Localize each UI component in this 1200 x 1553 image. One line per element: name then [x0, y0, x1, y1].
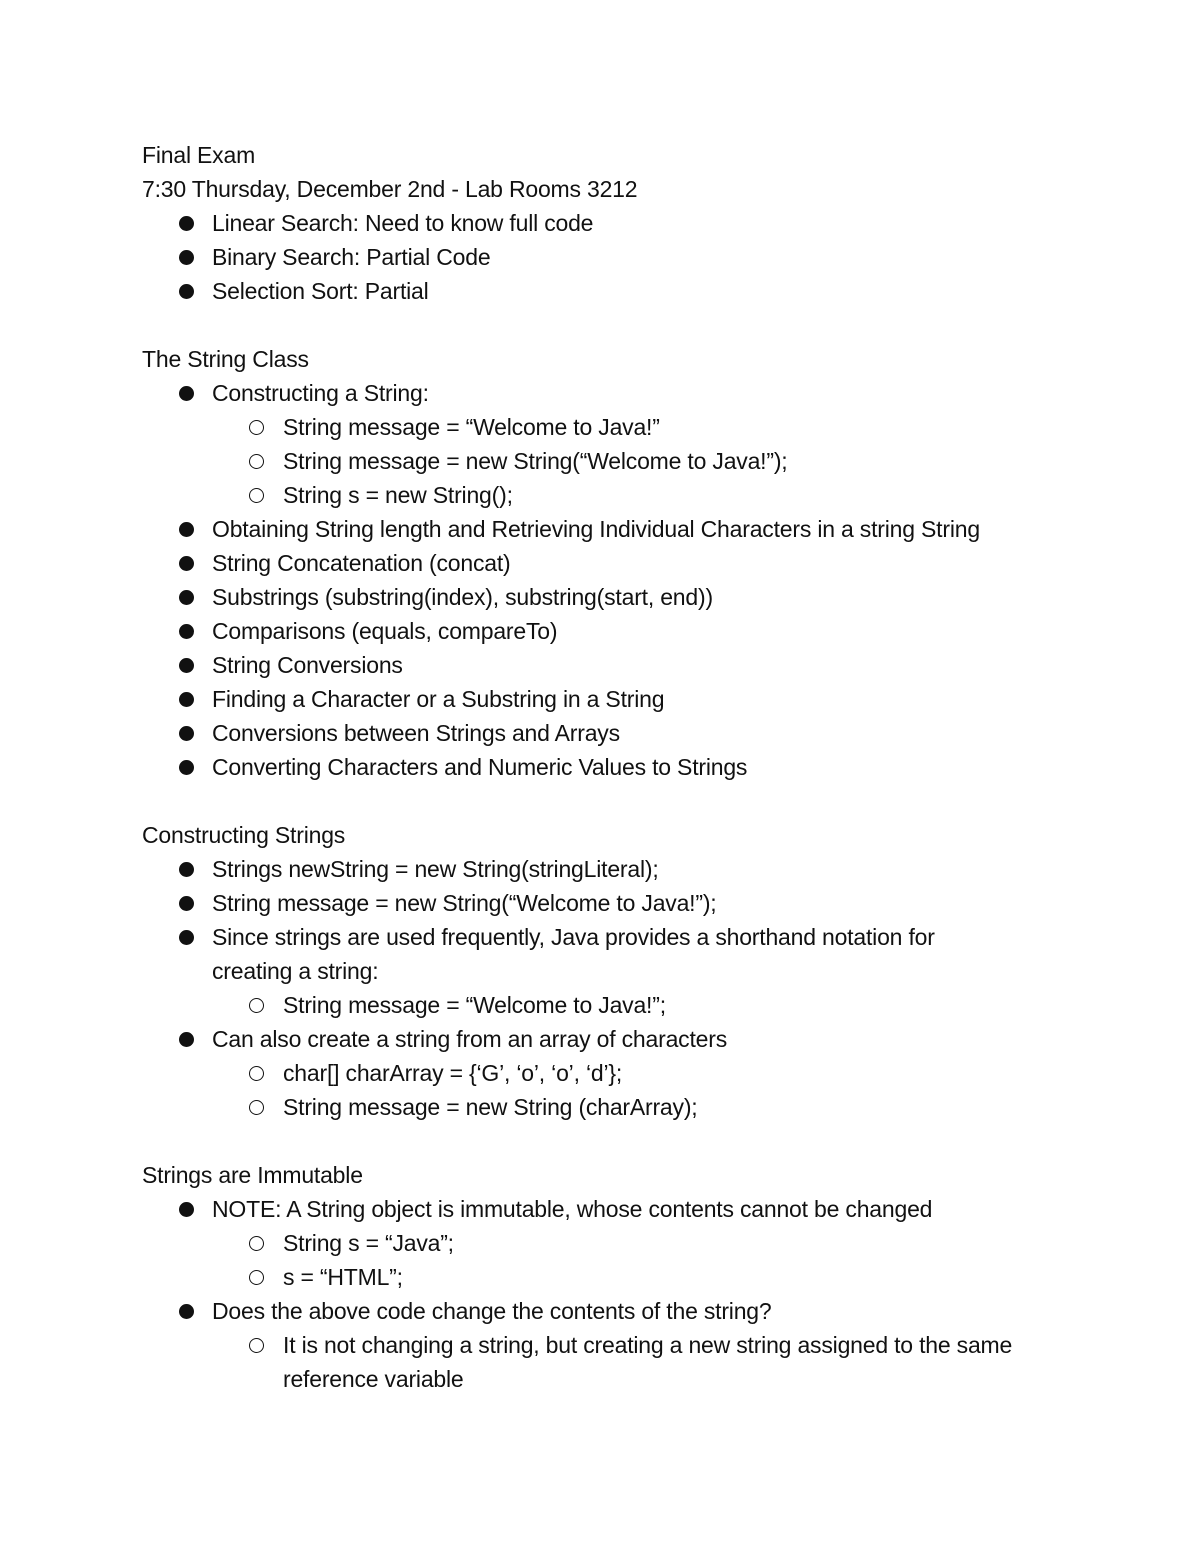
immutable-title: Strings are Immutable — [142, 1162, 363, 1188]
list-item: Since strings are used frequently, Java provides a shorthand notation for creating a string: — [142, 920, 1142, 988]
string-class-title: The String Class — [142, 346, 309, 372]
list-item: NOTE: A String object is immutable, whose contents cannot be changed — [142, 1192, 1142, 1226]
filled-bullet-icon — [179, 216, 194, 231]
hollow-bullet-icon — [249, 1100, 264, 1115]
hollow-bullet-icon — [249, 1338, 264, 1353]
sub-list-item: It is not changing a string, but creating a new string assigned to the same reference variable — [142, 1328, 1142, 1396]
sub-list-item: String message = new String (charArray); — [142, 1090, 1142, 1124]
sub-list-item: String s = “Java”; — [142, 1226, 1142, 1260]
section-gap — [142, 308, 1142, 342]
list-item: String Concatenation (concat) — [142, 546, 1142, 580]
list-item: Finding a Character or a Substring in a String — [142, 682, 1142, 716]
filled-bullet-icon — [179, 658, 194, 673]
filled-bullet-icon — [179, 386, 194, 401]
filled-bullet-icon — [179, 930, 194, 945]
list-item: String message = new String(“Welcome to Java!”); — [142, 886, 1142, 920]
list-item: Does the above code change the contents of the string? — [142, 1294, 1142, 1328]
final-exam-subtitle: 7:30 Thursday, December 2nd - Lab Rooms 3212 — [142, 176, 638, 202]
string-class-list — [142, 376, 1142, 784]
filled-bullet-icon — [179, 1304, 194, 1319]
filled-bullet-icon — [179, 896, 194, 911]
sub-list-item: char[] charArray = {‘G’, ‘o’, ‘o’, ‘d’}; — [142, 1056, 1142, 1090]
hollow-bullet-icon — [249, 1270, 264, 1285]
filled-bullet-icon — [179, 522, 194, 537]
list-item: Comparisons (equals, compareTo) — [142, 614, 1142, 648]
filled-bullet-icon — [179, 284, 194, 299]
filled-bullet-icon — [179, 590, 194, 605]
list-item: Obtaining String length and Retrieving Individual Characters in a string String — [142, 512, 1142, 546]
list-item: Conversions between Strings and Arrays — [142, 716, 1142, 750]
list-item: Linear Search: Need to know full code — [142, 206, 1142, 240]
list-item: Can also create a string from an array of characters — [142, 1022, 1142, 1056]
filled-bullet-icon — [179, 726, 194, 741]
list-item: Strings newString = new String(stringLiteral); — [142, 852, 1142, 886]
list-item: Binary Search: Partial Code — [142, 240, 1142, 274]
section-gap — [142, 784, 1142, 818]
sub-list-item: String message = “Welcome to Java!”; — [142, 988, 1142, 1022]
hollow-bullet-icon — [249, 420, 264, 435]
document-page — [142, 138, 1142, 1396]
filled-bullet-icon — [179, 1202, 194, 1217]
filled-bullet-icon — [179, 862, 194, 877]
list-item: Converting Characters and Numeric Values to Strings — [142, 750, 1142, 784]
constructing-strings-title: Constructing Strings — [142, 822, 346, 848]
list-item: Selection Sort: Partial — [142, 274, 1142, 308]
final-exam-list — [142, 206, 1142, 308]
immutable-list — [142, 1192, 1142, 1396]
list-item: Constructing a String: — [142, 376, 1142, 410]
filled-bullet-icon — [179, 1032, 194, 1047]
section-gap — [142, 1124, 1142, 1158]
hollow-bullet-icon — [249, 454, 264, 469]
hollow-bullet-icon — [249, 1236, 264, 1251]
hollow-bullet-icon — [249, 1066, 264, 1081]
sub-list-item: String message = new String(“Welcome to Java!”); — [142, 444, 1142, 478]
filled-bullet-icon — [179, 692, 194, 707]
final-exam-title: Final Exam — [142, 142, 256, 168]
sub-list-item: String message = “Welcome to Java!” — [142, 410, 1142, 444]
filled-bullet-icon — [179, 250, 194, 265]
hollow-bullet-icon — [249, 998, 264, 1013]
constructing-strings-list — [142, 852, 1142, 1124]
list-item: String Conversions — [142, 648, 1142, 682]
filled-bullet-icon — [179, 556, 194, 571]
hollow-bullet-icon — [249, 488, 264, 503]
sub-list-item: String s = new String(); — [142, 478, 1142, 512]
filled-bullet-icon — [179, 760, 194, 775]
list-item: Substrings (substring(index), substring(start, end)) — [142, 580, 1142, 614]
filled-bullet-icon — [179, 624, 194, 639]
sub-list-item: s = “HTML”; — [142, 1260, 1142, 1294]
